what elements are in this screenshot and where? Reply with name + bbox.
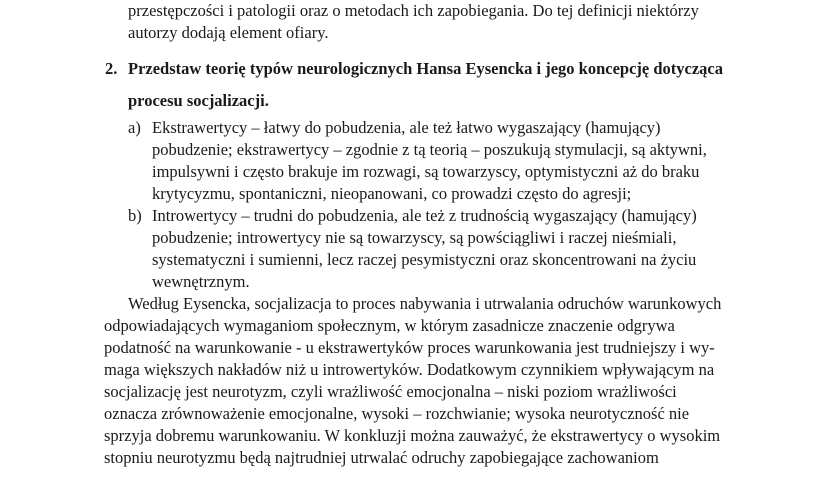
list-item-b-line-1: Introwertycy – trudni do pobudzenia, ale też z trudnością wygaszający (hamujący): [152, 206, 697, 225]
list-item-a-line-2: pobudzenie; ekstrawertycy – zgodnie z tą teorią – poszukują stymulacji, są aktywni,: [152, 140, 707, 159]
question-number: 2.: [105, 59, 118, 78]
question-title-line-1: Przedstaw teorię typów neurologicznych Hansa Eysencka i jego koncepcję dotycząca: [128, 59, 723, 78]
paragraph-line-7: sprzyja dobremu warunkowaniu. W konkluzji można zauważyć, że ekstrawertycy o wysokim: [104, 426, 721, 445]
question-title-line-2: procesu socjalizacji.: [128, 91, 269, 110]
paragraph-line-2: odpowiadających wymaganiom społecznym, w którym zasadnicze znaczenie odgrywa: [104, 316, 675, 335]
paragraph-line-5: socjalizację jest neurotyzm, czyli wrażliwość emocjonalna – niski poziom wrażliwości: [104, 382, 677, 401]
paragraph-line-8: stopniu neurotyzmu będą najtrudniej utrwalać odruchy zapobiegające zachowaniom: [104, 448, 659, 467]
list-item-a-line-3: impulsywni i często brakuje im rozwagi, są towarzyscy, optymistyczni aż do braku: [152, 162, 700, 181]
list-item-b-line-4: wewnętrznym.: [152, 272, 250, 291]
paragraph-line-1: Według Eysencka, socjalizacja to proces nabywania i utrwalania odruchów warunkowych: [128, 294, 722, 313]
list-item-a-line-1: Ekstrawertycy – łatwy do pobudzenia, ale też łatwo wygaszający (hamujący): [152, 118, 661, 137]
paragraph-line-4: maga większych nakładów niż u introwertyków. Dodatkowym czynnikiem wpływającym na: [104, 360, 715, 379]
list-item-b-line-2: pobudzenie; introwertycy nie są towarzyscy, są powściągliwi i raczej nieśmiali,: [152, 228, 677, 247]
list-marker-b: b): [128, 206, 142, 225]
intro-line-1: przestępczości i patologii oraz o metodach ich zapobiegania. Do tej definicji niektórzy: [128, 1, 699, 20]
list-item-b-line-3: systematyczni i sumienni, lecz raczej pesymistyczni oraz skoncentrowani na życiu: [152, 250, 697, 269]
paragraph-line-3: podatność na warunkowanie - u ekstrawertyków proces warunkowania jest trudniejszy i wy-: [104, 338, 715, 357]
intro-line-2: autorzy dodają element ofiary.: [128, 23, 329, 42]
paragraph-line-6: oznacza zrównoważenie emocjonalne, wysoki – rozchwianie; wysoka neurotyczność nie: [104, 404, 690, 423]
list-item-a-line-4: krytycyzmu, spontaniczni, nieopanowani, co prowadzi często do agresji;: [152, 184, 632, 203]
list-marker-a: a): [128, 118, 141, 137]
